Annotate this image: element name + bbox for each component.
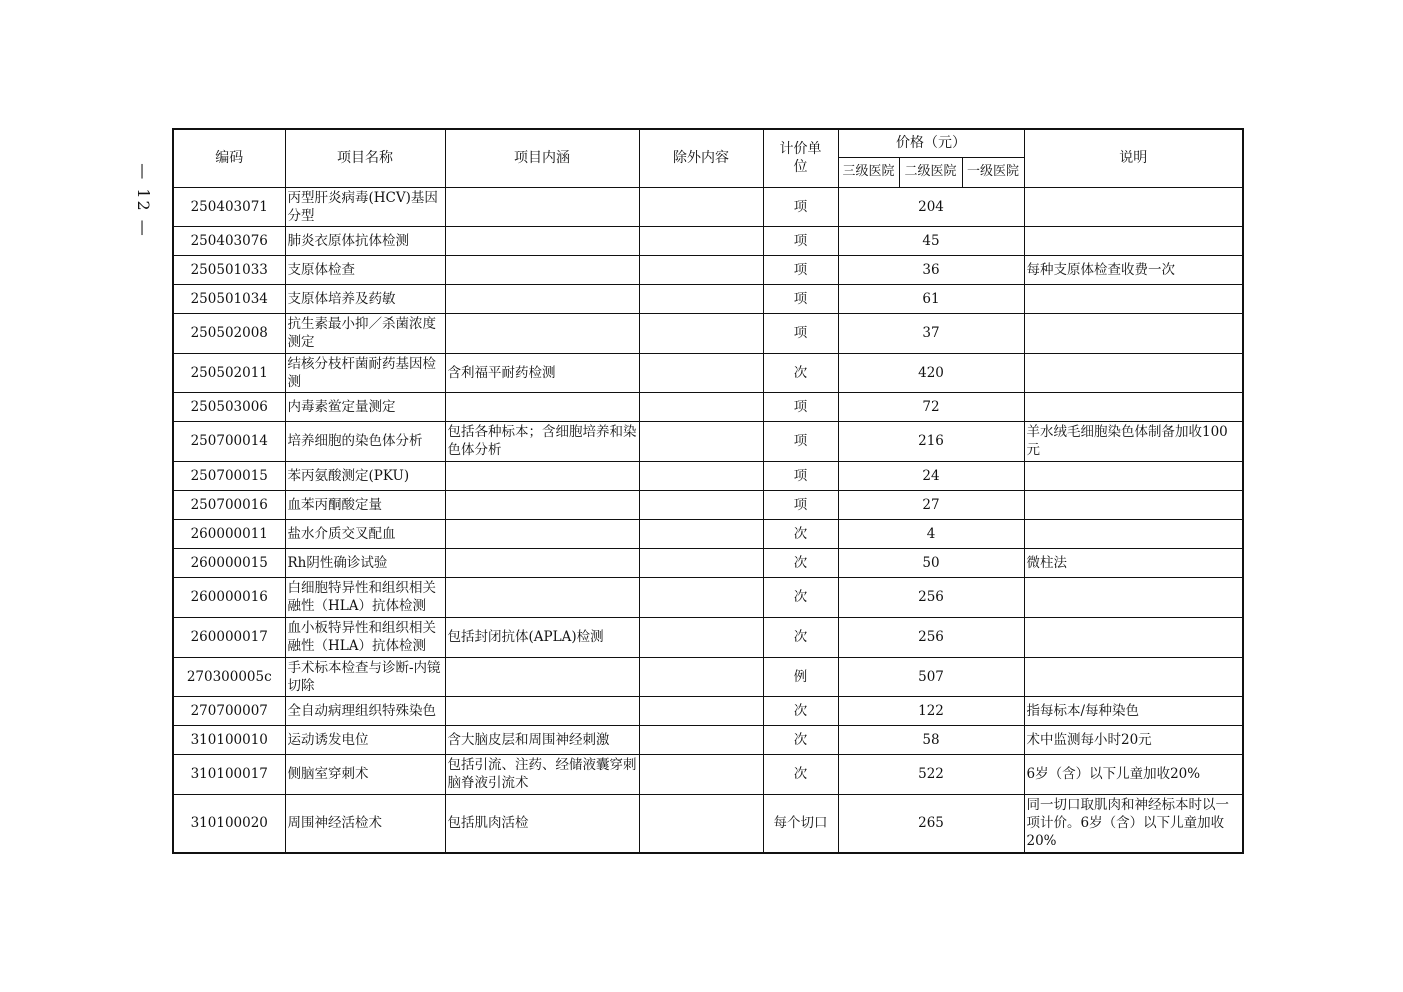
unit-cell: 次 bbox=[763, 754, 838, 794]
content-cell bbox=[445, 255, 639, 284]
exclusion-cell bbox=[639, 353, 763, 392]
name-cell: 手术标本检查与诊断-内镜切除 bbox=[285, 657, 445, 696]
note-cell: 每种支原体检查收费一次 bbox=[1024, 255, 1243, 284]
content-cell: 含利福平耐药检测 bbox=[445, 353, 639, 392]
table-row bbox=[173, 187, 1243, 226]
price-cell: 72 bbox=[838, 392, 1024, 421]
table-row bbox=[173, 353, 1243, 392]
note-cell bbox=[1024, 392, 1243, 421]
name-cell: 侧脑室穿刺术 bbox=[285, 754, 445, 794]
exclusion-cell bbox=[639, 657, 763, 696]
exclusion-cell bbox=[639, 421, 763, 461]
price-cell: 58 bbox=[838, 725, 1024, 754]
exclusion-cell bbox=[639, 313, 763, 353]
code-cell: 250501034 bbox=[173, 284, 285, 313]
name-cell: 周围神经活检术 bbox=[285, 794, 445, 853]
price-cell: 4 bbox=[838, 519, 1024, 548]
unit-cell: 项 bbox=[763, 392, 838, 421]
note-cell: 羊水绒毛细胞染色体制备加收100元 bbox=[1024, 421, 1243, 461]
name-cell: 血小板特异性和组织相关融性（HLA）抗体检测 bbox=[285, 617, 445, 657]
code-cell: 310100017 bbox=[173, 754, 285, 794]
unit-cell: 项 bbox=[763, 226, 838, 255]
content-cell bbox=[445, 490, 639, 519]
table-row bbox=[173, 725, 1243, 754]
note-cell: 同一切口取肌肉和神经标本时以一项计价。6岁（含）以下儿童加收20% bbox=[1024, 794, 1243, 853]
price-cell: 50 bbox=[838, 548, 1024, 577]
page-number-text: — 12 — bbox=[133, 162, 153, 238]
name-cell: 肺炎衣原体抗体检测 bbox=[285, 226, 445, 255]
code-cell: 260000016 bbox=[173, 577, 285, 617]
note-cell: 指每标本/每种染色 bbox=[1024, 696, 1243, 725]
table-row bbox=[173, 490, 1243, 519]
unit-cell: 项 bbox=[763, 461, 838, 490]
exclusion-cell bbox=[639, 226, 763, 255]
code-cell: 250403071 bbox=[173, 187, 285, 226]
table-row bbox=[173, 696, 1243, 725]
code-cell: 250502011 bbox=[173, 353, 285, 392]
price-cell: 216 bbox=[838, 421, 1024, 461]
name-cell: 内毒素鲎定量测定 bbox=[285, 392, 445, 421]
header-note: 说明 bbox=[1024, 129, 1243, 187]
exclusion-cell bbox=[639, 461, 763, 490]
name-cell: 运动诱发电位 bbox=[285, 725, 445, 754]
table-row bbox=[173, 754, 1243, 794]
price-cell: 45 bbox=[838, 226, 1024, 255]
note-cell bbox=[1024, 617, 1243, 657]
table-row bbox=[173, 617, 1243, 657]
content-cell bbox=[445, 226, 639, 255]
code-cell: 250403076 bbox=[173, 226, 285, 255]
page-number bbox=[128, 150, 158, 250]
content-cell: 包括各种标本；含细胞培养和染色体分析 bbox=[445, 421, 639, 461]
exclusion-cell bbox=[639, 617, 763, 657]
content-cell bbox=[445, 696, 639, 725]
price-cell: 522 bbox=[838, 754, 1024, 794]
price-cell: 24 bbox=[838, 461, 1024, 490]
unit-cell: 次 bbox=[763, 617, 838, 657]
price-cell: 36 bbox=[838, 255, 1024, 284]
note-cell bbox=[1024, 577, 1243, 617]
name-cell: 结核分枝杆菌耐药基因检测 bbox=[285, 353, 445, 392]
price-cell: 37 bbox=[838, 313, 1024, 353]
table-row bbox=[173, 461, 1243, 490]
code-cell: 250700014 bbox=[173, 421, 285, 461]
unit-cell: 项 bbox=[763, 284, 838, 313]
exclusion-cell bbox=[639, 519, 763, 548]
code-cell: 270300005c bbox=[173, 657, 285, 696]
name-cell: 培养细胞的染色体分析 bbox=[285, 421, 445, 461]
price-cell: 507 bbox=[838, 657, 1024, 696]
note-cell bbox=[1024, 461, 1243, 490]
header-exclusion: 除外内容 bbox=[639, 129, 763, 187]
content-cell bbox=[445, 284, 639, 313]
price-cell: 265 bbox=[838, 794, 1024, 853]
header-code: 编码 bbox=[173, 129, 285, 187]
code-cell: 260000011 bbox=[173, 519, 285, 548]
note-cell bbox=[1024, 313, 1243, 353]
header-name: 项目名称 bbox=[285, 129, 445, 187]
exclusion-cell bbox=[639, 392, 763, 421]
code-cell: 260000015 bbox=[173, 548, 285, 577]
name-cell: 苯丙氨酸测定(PKU) bbox=[285, 461, 445, 490]
exclusion-cell bbox=[639, 187, 763, 226]
unit-cell: 每个切口 bbox=[763, 794, 838, 853]
note-cell bbox=[1024, 353, 1243, 392]
code-cell: 270700007 bbox=[173, 696, 285, 725]
content-cell: 包括封闭抗体(APLA)检测 bbox=[445, 617, 639, 657]
unit-cell: 次 bbox=[763, 353, 838, 392]
name-cell: 支原体培养及药敏 bbox=[285, 284, 445, 313]
code-cell: 310100010 bbox=[173, 725, 285, 754]
name-cell: 全自动病理组织特殊染色 bbox=[285, 696, 445, 725]
header-unit: 计价单位 bbox=[763, 129, 838, 187]
table-row bbox=[173, 421, 1243, 461]
content-cell bbox=[445, 577, 639, 617]
price-cell: 61 bbox=[838, 284, 1024, 313]
note-cell bbox=[1024, 187, 1243, 226]
name-cell: 丙型肝炎病毒(HCV)基因分型 bbox=[285, 187, 445, 226]
code-cell: 310100020 bbox=[173, 794, 285, 853]
note-cell bbox=[1024, 657, 1243, 696]
header-level1: 一级医院 bbox=[962, 157, 1024, 187]
price-cell: 204 bbox=[838, 187, 1024, 226]
content-cell: 包括肌肉活检 bbox=[445, 794, 639, 853]
table-row bbox=[173, 577, 1243, 617]
unit-cell: 例 bbox=[763, 657, 838, 696]
exclusion-cell bbox=[639, 548, 763, 577]
unit-cell: 次 bbox=[763, 548, 838, 577]
note-cell bbox=[1024, 519, 1243, 548]
exclusion-cell bbox=[639, 490, 763, 519]
unit-cell: 项 bbox=[763, 187, 838, 226]
content-cell bbox=[445, 461, 639, 490]
note-cell: 术中监测每小时20元 bbox=[1024, 725, 1243, 754]
unit-cell: 项 bbox=[763, 313, 838, 353]
exclusion-cell bbox=[639, 696, 763, 725]
name-cell: 抗生素最小抑／杀菌浓度测定 bbox=[285, 313, 445, 353]
table-row bbox=[173, 657, 1243, 696]
code-cell: 260000017 bbox=[173, 617, 285, 657]
unit-cell: 次 bbox=[763, 725, 838, 754]
name-cell: 白细胞特异性和组织相关融性（HLA）抗体检测 bbox=[285, 577, 445, 617]
content-cell bbox=[445, 519, 639, 548]
header-level2: 二级医院 bbox=[899, 157, 962, 187]
content-cell bbox=[445, 548, 639, 577]
table-row bbox=[173, 255, 1243, 284]
exclusion-cell bbox=[639, 794, 763, 853]
name-cell: 盐水介质交叉配血 bbox=[285, 519, 445, 548]
price-cell: 420 bbox=[838, 353, 1024, 392]
code-cell: 250501033 bbox=[173, 255, 285, 284]
code-cell: 250700016 bbox=[173, 490, 285, 519]
note-cell bbox=[1024, 284, 1243, 313]
unit-cell: 项 bbox=[763, 421, 838, 461]
content-cell bbox=[445, 187, 639, 226]
name-cell: 支原体检查 bbox=[285, 255, 445, 284]
note-cell: 微柱法 bbox=[1024, 548, 1243, 577]
table-row bbox=[173, 284, 1243, 313]
price-cell: 27 bbox=[838, 490, 1024, 519]
content-cell bbox=[445, 657, 639, 696]
header-price: 价格（元） bbox=[838, 129, 1024, 157]
content-cell: 含大脑皮层和周围神经刺激 bbox=[445, 725, 639, 754]
note-cell bbox=[1024, 490, 1243, 519]
table-body bbox=[173, 187, 1243, 853]
price-cell: 122 bbox=[838, 696, 1024, 725]
exclusion-cell bbox=[639, 577, 763, 617]
table-row bbox=[173, 548, 1243, 577]
price-cell: 256 bbox=[838, 577, 1024, 617]
exclusion-cell bbox=[639, 255, 763, 284]
code-cell: 250503006 bbox=[173, 392, 285, 421]
table-row bbox=[173, 313, 1243, 353]
exclusion-cell bbox=[639, 754, 763, 794]
content-cell bbox=[445, 313, 639, 353]
note-cell bbox=[1024, 226, 1243, 255]
content-cell bbox=[445, 392, 639, 421]
table-row bbox=[173, 519, 1243, 548]
table-row bbox=[173, 226, 1243, 255]
note-cell: 6岁（含）以下儿童加收20% bbox=[1024, 754, 1243, 794]
code-cell: 250700015 bbox=[173, 461, 285, 490]
table-row bbox=[173, 794, 1243, 853]
exclusion-cell bbox=[639, 284, 763, 313]
name-cell: 血苯丙酮酸定量 bbox=[285, 490, 445, 519]
unit-cell: 次 bbox=[763, 696, 838, 725]
unit-cell: 次 bbox=[763, 577, 838, 617]
fee-table bbox=[172, 128, 1244, 854]
unit-cell: 项 bbox=[763, 490, 838, 519]
name-cell: Rh阴性确诊试验 bbox=[285, 548, 445, 577]
content-cell: 包括引流、注药、经储液囊穿刺脑脊液引流术 bbox=[445, 754, 639, 794]
unit-cell: 次 bbox=[763, 519, 838, 548]
header-level3: 三级医院 bbox=[838, 157, 899, 187]
table-row bbox=[173, 392, 1243, 421]
exclusion-cell bbox=[639, 725, 763, 754]
price-cell: 256 bbox=[838, 617, 1024, 657]
code-cell: 250502008 bbox=[173, 313, 285, 353]
header-content: 项目内涵 bbox=[445, 129, 639, 187]
unit-cell: 项 bbox=[763, 255, 838, 284]
